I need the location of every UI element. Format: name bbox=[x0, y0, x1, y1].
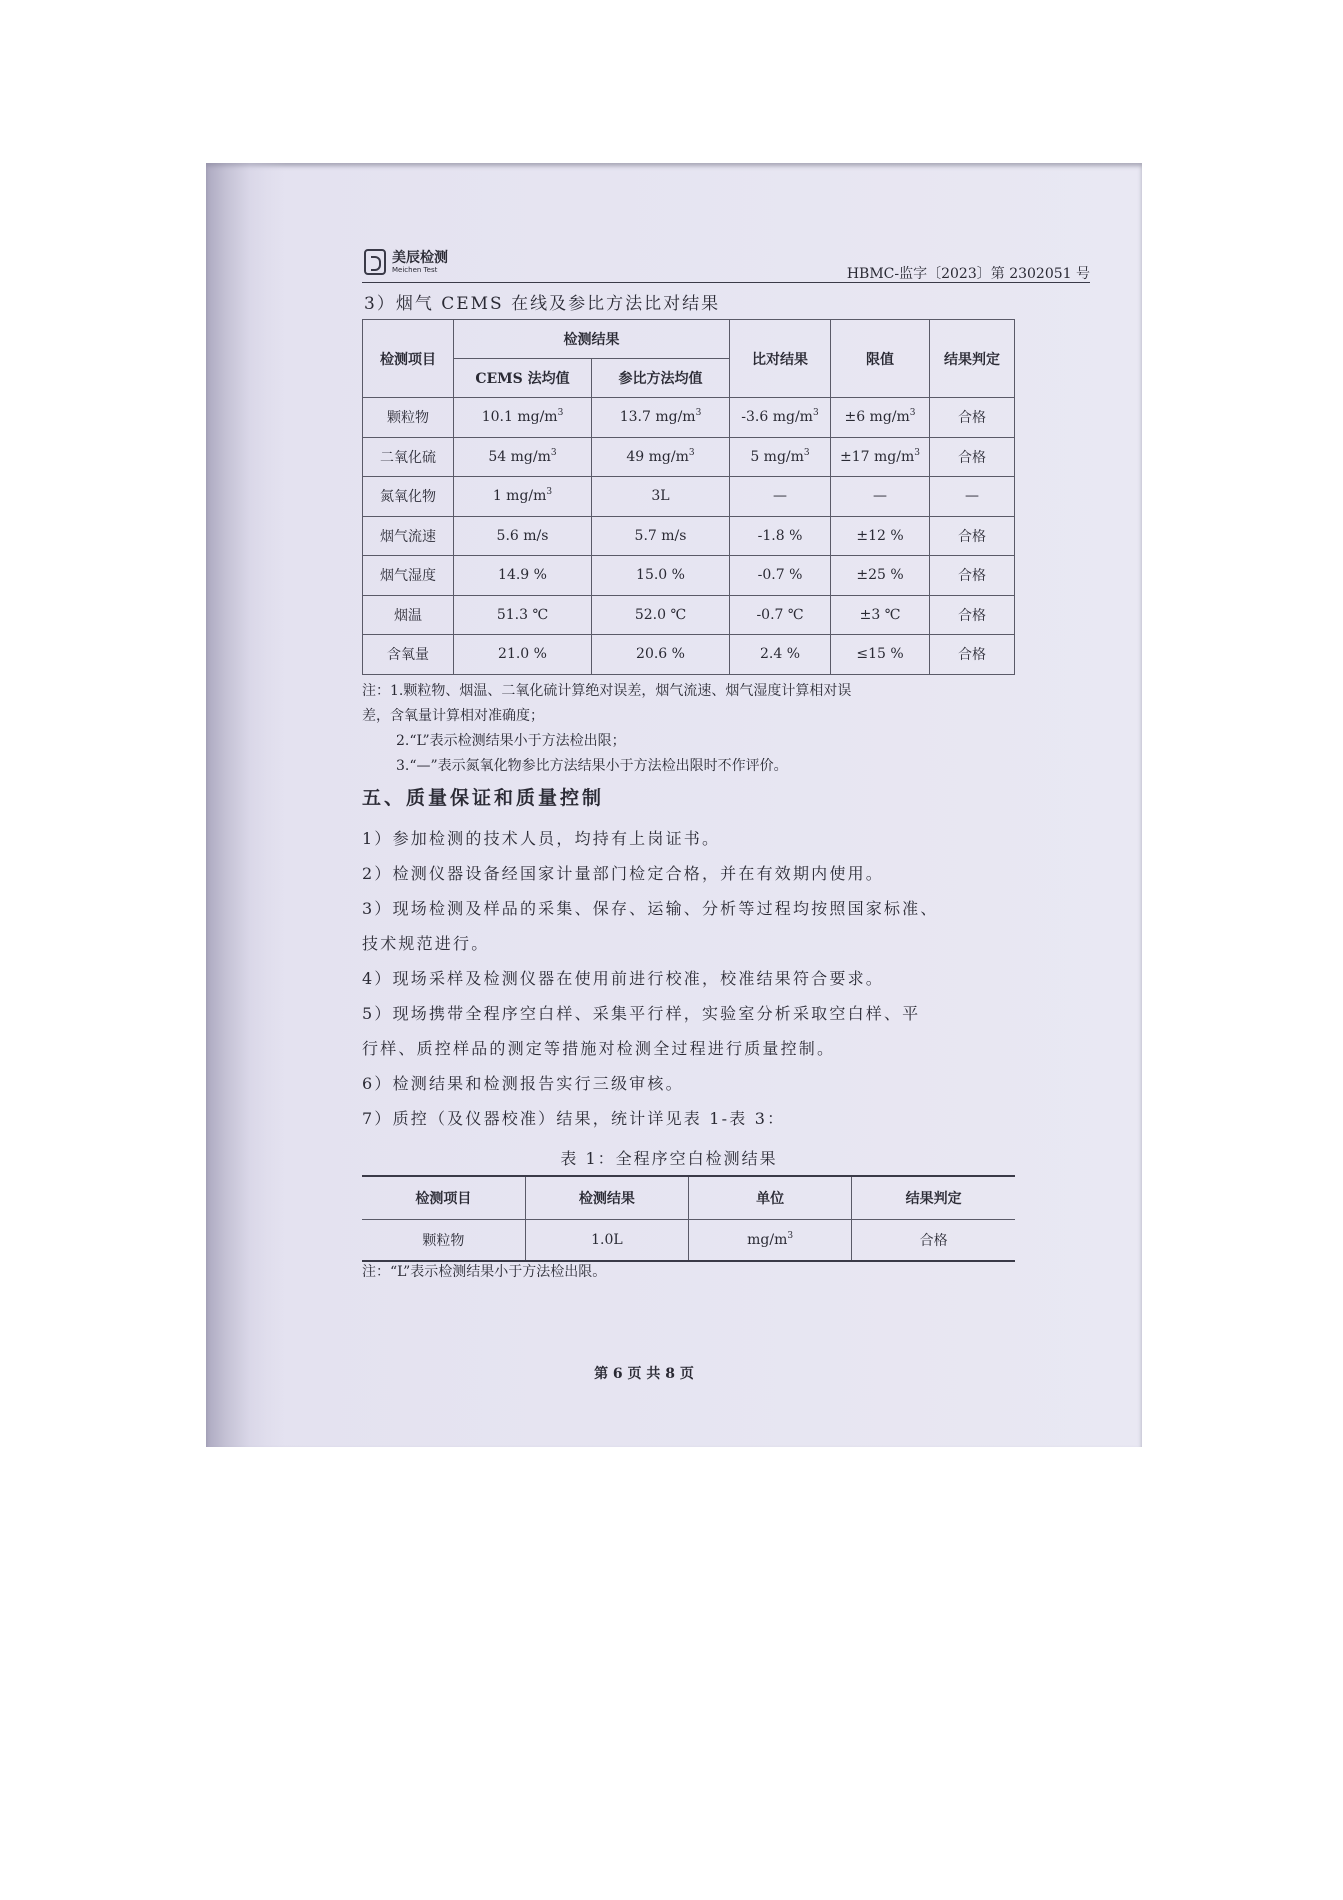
cell-limit: ±6 $mg/m^3$ bbox=[831, 398, 930, 438]
cell-judge: 合格 bbox=[930, 516, 1015, 556]
cell-item: 烟气湿度 bbox=[363, 556, 454, 596]
cell-compare: 5 $mg/m^3$ bbox=[730, 437, 831, 477]
cell-judge: 合格 bbox=[930, 595, 1015, 635]
cell-ref: 3L bbox=[592, 477, 730, 517]
paragraph-3a: 3）现场检测及样品的采集、保存、运输、分析等过程均按照国家标准、 bbox=[362, 899, 939, 918]
paragraph-2: 2）检测仪器设备经国家计量部门检定合格，并在有效期内使用。 bbox=[362, 864, 884, 883]
header-judge: 结果判定 bbox=[930, 320, 1015, 398]
header-limit: 限值 bbox=[831, 320, 930, 398]
cell-limit: ±12 % bbox=[831, 516, 930, 556]
cell-judge: 合格 bbox=[930, 398, 1015, 438]
cell-cems: 51.3 ℃ bbox=[454, 595, 592, 635]
cell-limit: ±17 $mg/m^3$ bbox=[831, 437, 930, 477]
cell-item: 烟气流速 bbox=[363, 516, 454, 556]
t2-cell-result: 1.0L bbox=[525, 1220, 688, 1262]
note-1a: 注：1.颗粒物、烟温、二氧化硫计算绝对误差，烟气流速、烟气湿度计算相对误 bbox=[362, 683, 852, 699]
cell-item: 颗粒物 bbox=[363, 398, 454, 438]
cems-comparison-table bbox=[362, 319, 1015, 675]
paragraph-5b: 行样、质控样品的测定等措施对检测全过程进行质量控制。 bbox=[362, 1039, 836, 1058]
document-number: HBMC-监字〔2023〕第 2302051 号 bbox=[846, 266, 1090, 282]
cell-item: 氮氧化物 bbox=[363, 477, 454, 517]
cell-compare: -1.8 % bbox=[730, 516, 831, 556]
paragraph-3b: 技术规范进行。 bbox=[362, 934, 490, 953]
section-5-title: 五、质量保证和质量控制 bbox=[362, 787, 605, 809]
cell-cems: 21.0 % bbox=[454, 635, 592, 675]
note-3: 3.“—”表示氮氧化物参比方法结果小于方法检出限时不作评价。 bbox=[396, 758, 788, 774]
cell-ref: 49 $mg/m^3$ bbox=[592, 437, 730, 477]
cell-item: 含氧量 bbox=[363, 635, 454, 675]
cell-compare: -3.6 $mg/m^3$ bbox=[730, 398, 831, 438]
note-2: 2.“L”表示检测结果小于方法检出限； bbox=[396, 733, 626, 749]
report-page bbox=[286, 163, 1142, 1447]
t2-cell-judge: 合格 bbox=[852, 1220, 1015, 1262]
t2-cell-item: 颗粒物 bbox=[422, 1233, 465, 1249]
table-notes bbox=[362, 679, 1022, 779]
t2-header-unit: 单位 bbox=[689, 1176, 852, 1220]
qa-paragraphs bbox=[362, 821, 1022, 1136]
table-row bbox=[363, 477, 1015, 517]
cell-item: 烟温 bbox=[363, 595, 454, 635]
t2-header-judge: 结果判定 bbox=[852, 1176, 1015, 1220]
cell-judge: 合格 bbox=[930, 556, 1015, 596]
header-compare: 比对结果 bbox=[730, 320, 831, 398]
company-logo bbox=[364, 249, 448, 275]
cell-limit: ≤15 % bbox=[831, 635, 930, 675]
t2-header-item: 检测项目 bbox=[362, 1176, 525, 1220]
cell-limit: — bbox=[831, 477, 930, 517]
header-divider bbox=[362, 282, 1090, 283]
cell-limit: ±25 % bbox=[831, 556, 930, 596]
paragraph-4: 4）现场采样及检测仪器在使用前进行校准，校准结果符合要求。 bbox=[362, 969, 884, 988]
logo-name-en: Meichen Test bbox=[392, 265, 438, 274]
header-result-group: 检测结果 bbox=[454, 320, 730, 359]
logo-name-cn: 美辰检测 bbox=[392, 249, 448, 266]
cell-compare: -0.7 % bbox=[730, 556, 831, 596]
section-3-title: 3）烟气 CEMS 在线及参比方法比对结果 bbox=[364, 294, 721, 314]
t2-header-result: 检测结果 bbox=[525, 1176, 688, 1220]
cell-limit: ±3 ℃ bbox=[831, 595, 930, 635]
cell-cems: 5.6 m/s bbox=[454, 516, 592, 556]
logo-icon bbox=[364, 249, 386, 275]
table2-note: 注：“L”表示检测结果小于方法检出限。 bbox=[362, 1264, 607, 1280]
paragraph-5a: 5）现场携带全程序空白样、采集平行样，实验室分析采取空白样、平 bbox=[362, 1004, 921, 1023]
cell-cems: 1 $mg/m^3$ bbox=[454, 477, 592, 517]
cell-cems: 14.9 % bbox=[454, 556, 592, 596]
table-caption: 表 1：全程序空白检测结果 bbox=[560, 1149, 778, 1168]
t2-cell-unit: $mg/m^3$ bbox=[689, 1220, 852, 1262]
page-fold-shadow bbox=[206, 163, 286, 1447]
cell-judge: — bbox=[930, 477, 1015, 517]
paragraph-1: 1）参加检测的技术人员，均持有上岗证书。 bbox=[362, 829, 721, 848]
paragraph-6: 6）检测结果和检测报告实行三级审核。 bbox=[362, 1074, 684, 1093]
page-number: 第 6 页 共 8 页 bbox=[594, 1366, 694, 1382]
cell-ref: 20.6 % bbox=[592, 635, 730, 675]
cell-item: 二氧化硫 bbox=[363, 437, 454, 477]
cell-ref: 52.0 ℃ bbox=[592, 595, 730, 635]
cell-compare: -0.7 ℃ bbox=[730, 595, 831, 635]
table-row bbox=[363, 437, 1015, 477]
cell-ref: 5.7 m/s bbox=[592, 516, 730, 556]
paragraph-7: 7）质控（及仪器校准）结果，统计详见表 1-表 3： bbox=[362, 1109, 786, 1128]
table-row bbox=[363, 516, 1015, 556]
table-row bbox=[363, 635, 1015, 675]
cell-ref: 15.0 % bbox=[592, 556, 730, 596]
header-ref: 参比方法均值 bbox=[592, 359, 730, 398]
table-row bbox=[363, 556, 1015, 596]
cell-judge: 合格 bbox=[930, 437, 1015, 477]
blank-test-table bbox=[362, 1175, 1015, 1262]
cell-ref: 13.7 $mg/m^3$ bbox=[592, 398, 730, 438]
cell-cems: 10.1 $mg/m^3$ bbox=[454, 398, 592, 438]
note-1b: 差，含氧量计算相对准确度； bbox=[362, 708, 544, 724]
cell-compare: 2.4 % bbox=[730, 635, 831, 675]
header-cems: CEMS 法均值 bbox=[454, 359, 592, 398]
cell-compare: — bbox=[730, 477, 831, 517]
table-row bbox=[363, 595, 1015, 635]
header-item: 检测项目 bbox=[363, 320, 454, 398]
cell-judge: 合格 bbox=[930, 635, 1015, 675]
table-row bbox=[363, 398, 1015, 438]
cell-cems: 54 $mg/m^3$ bbox=[454, 437, 592, 477]
